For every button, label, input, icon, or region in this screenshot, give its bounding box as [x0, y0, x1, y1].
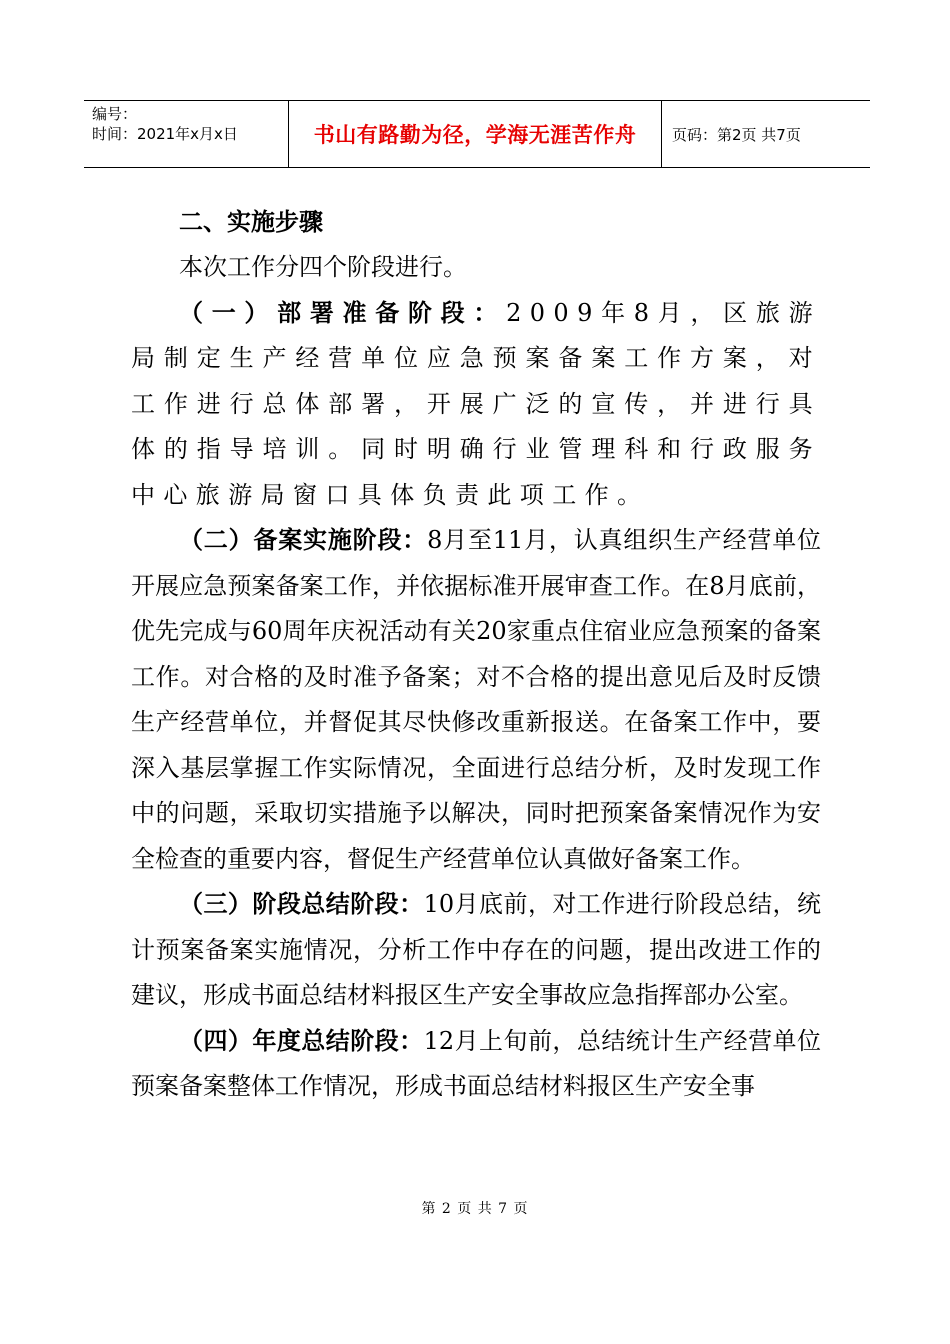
document-body [131, 200, 821, 1110]
stage-text-3: 10月底前，对工作进行阶段总结，统计预案备案实施情况，分析工作中存在的问题，提出改进工作的建议，形成书面总结材料报区生产安全事故应急指挥部办公室。 [131, 890, 822, 1009]
section-heading: 二、实施步骤 [179, 208, 323, 236]
stage-text-1: 2009年8月，区旅游局制定生产经营单位应急预案备案工作方案，对工作进行总体部署，开展广泛的宣传，并进行具体的指导培训。同时明确行业管理科和行政服务中心旅游局窗口具体负责此项工作。 [131, 298, 822, 509]
header-page-info: 页码：第2页 共7页 [662, 101, 871, 168]
number-label: 编号： [92, 105, 138, 123]
page-footer: 第 2 页 共 7 页 [421, 1201, 529, 1217]
stage-text-2: 8月至11月，认真组织生产经营单位开展应急预案备案工作，并依据标准开展审查工作。在8月底前，优先完成与60周年庆祝活动有关20家重点住宿业应急预案的备案工作。对合格的及时准予备案；对不合格的提出意见后及时反馈生产经营单位，并督促其尽快修改重新报送。在备案工作中，要深入基层掌握工作实际情况，全面进行总结分析，及时发现工作中的问题，采取切实措施予以解决，同时把预案备案情况作为安全检查的重要内容，督促生产经营单位认真做好备案工作。 [131, 526, 821, 873]
stage-title-3: （三）阶段总结阶段： [179, 890, 424, 918]
stage-text-4: 12月上旬前，总结统计生产经营单位预案备案整体工作情况，形成书面总结材料报区生产安全事 [131, 1026, 822, 1100]
stage-title-2: （二）备案实施阶段： [179, 526, 428, 554]
header-motto: 书山有路勤为径，学海无涯苦作舟 [289, 101, 662, 168]
stage-paragraph-1 [131, 291, 821, 519]
header-meta [84, 101, 289, 168]
stage-paragraph-2 [131, 518, 821, 882]
intro-paragraph: 本次工作分四个阶段进行。 [179, 253, 467, 281]
stage-title-1: （一）部署准备阶段： [179, 298, 507, 327]
date-label: 时间：2021年x月x日 [92, 125, 238, 143]
stage-title-4: （四）年度总结阶段： [179, 1026, 424, 1055]
document-header [84, 100, 870, 168]
stage-paragraph-3 [131, 882, 821, 1019]
stage-paragraph-4 [131, 1019, 821, 1110]
